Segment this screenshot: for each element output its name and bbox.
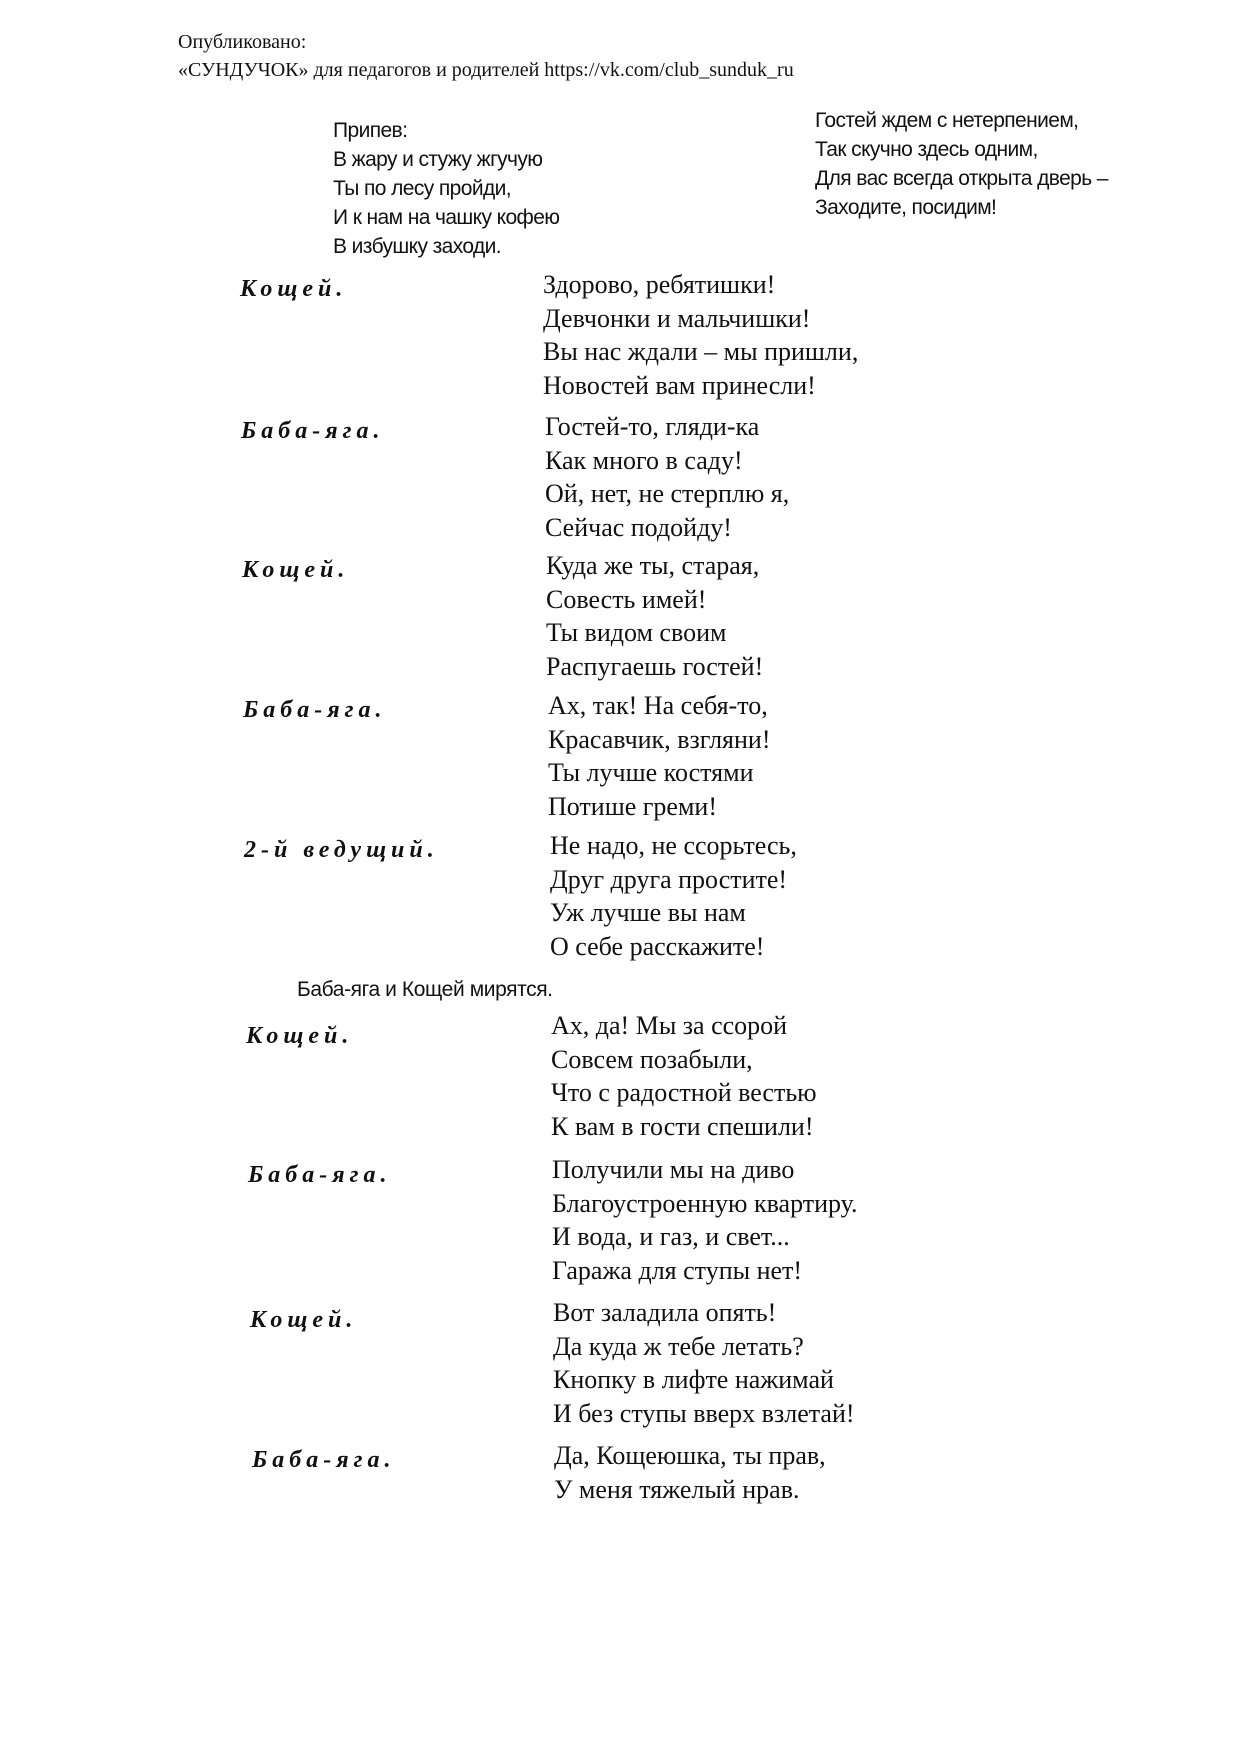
song-line: Заходите, посидим! [815, 196, 997, 219]
speaker-name: Баба-яга. [241, 418, 385, 444]
dialogue-line: О себе расскажите! [550, 931, 765, 961]
song-line: И к нам на чашку кофею [333, 206, 560, 229]
dialogue-line: Гостей-то, гляди-ка [545, 412, 760, 441]
published-label: Опубликовано: [178, 31, 307, 53]
dialogue-lines [545, 410, 789, 544]
dialogue-line: Вы нас ждали – мы пришли, [543, 337, 859, 366]
speaker-name: 2-й ведущий. [244, 837, 439, 863]
dialogue-line: Новостей вам принесли! [543, 370, 816, 400]
speaker-name: Баба-яга. [252, 1447, 396, 1473]
speaker-name: Кощей. [242, 557, 350, 583]
dialogue-line: Вот заладила опять! [553, 1298, 777, 1327]
speaker-name: Баба-яга. [243, 697, 387, 723]
song-verse-right [815, 106, 1108, 222]
dialogue-line: И без ступы вверх взлетай! [553, 1398, 855, 1428]
dialogue-line: Девчонки и мальчишки! [543, 303, 811, 333]
dialogue-lines [553, 1296, 855, 1430]
dialogue-line: Здорово, ребятишки! [543, 270, 776, 299]
dialogue-line: Совсем позабыли, [551, 1044, 753, 1074]
dialogue-line: Куда же ты, старая, [546, 551, 760, 580]
dialogue-line: Не надо, не ссорьтесь, [550, 831, 797, 860]
dialogue-lines [543, 268, 858, 402]
dialogue-line: Что с радостной вестью [551, 1078, 817, 1107]
dialogue-line: Потише греми! [548, 791, 717, 821]
dialogue-line: Красавчик, взгляни! [548, 724, 771, 754]
dialogue-line: Да куда ж тебе летать? [553, 1331, 804, 1361]
dialogue-line: Ах, так! На себя-то, [548, 691, 768, 720]
dialogue-lines [550, 829, 797, 963]
dialogue-lines [552, 1153, 858, 1287]
published-source: «СУНДУЧОК» для педагогов и родителей https://vk.com/club_sunduk_ru [178, 59, 794, 81]
song-line: Для вас всегда открыта дверь – [815, 167, 1108, 190]
dialogue-line: И вода, и газ, и свет... [552, 1222, 790, 1251]
dialogue-line: К вам в гости спешили! [551, 1111, 814, 1141]
song-line: Так скучно здесь одним, [815, 138, 1038, 161]
dialogue-line: Сейчас подойду! [545, 512, 732, 542]
song-line: Гостей ждем с нетерпением, [815, 109, 1079, 132]
song-line: Ты по лесу пройди, [333, 177, 511, 200]
song-line: В жару и стужу жгучую [333, 148, 543, 171]
dialogue-line: Да, Кощеюшка, ты прав, [554, 1441, 826, 1470]
dialogue-lines [546, 549, 763, 683]
speaker-name: Кощей. [246, 1023, 354, 1049]
dialogue-line: Кнопку в лифте нажимай [553, 1365, 834, 1394]
dialogue-line: Благоустроенную квартиру. [552, 1188, 858, 1218]
dialogue-lines [551, 1009, 817, 1143]
dialogue-lines [554, 1439, 826, 1506]
dialogue-line: Ах, да! Мы за ссорой [551, 1011, 788, 1040]
stage-direction: Баба-яга и Кощей мирятся. [297, 978, 553, 1001]
dialogue-line: Совесть имей! [546, 584, 707, 614]
dialogue-line: Как много в саду! [545, 445, 743, 475]
dialogue-line: У меня тяжелый нрав. [554, 1474, 800, 1504]
dialogue-line: Ты лучше костями [548, 758, 754, 787]
speaker-name: Кощей. [240, 276, 348, 302]
dialogue-line: Уж лучше вы нам [550, 898, 746, 927]
dialogue-line: Распугаешь гостей! [546, 651, 764, 681]
song-chorus-left [333, 116, 559, 261]
dialogue-line: Ой, нет, не стерплю я, [545, 479, 790, 508]
song-line: Припев: [333, 119, 408, 142]
dialogue-line: Гаража для ступы нет! [552, 1255, 803, 1285]
dialogue-line: Друг друга простите! [550, 864, 788, 894]
publication-note [178, 28, 794, 84]
song-line: В избушку заходи. [333, 235, 502, 258]
speaker-name: Кощей. [250, 1307, 358, 1333]
dialogue-line: Ты видом своим [546, 618, 727, 647]
speaker-name: Баба-яга. [248, 1162, 392, 1188]
dialogue-lines [548, 689, 771, 823]
dialogue-line: Получили мы на диво [552, 1155, 795, 1184]
